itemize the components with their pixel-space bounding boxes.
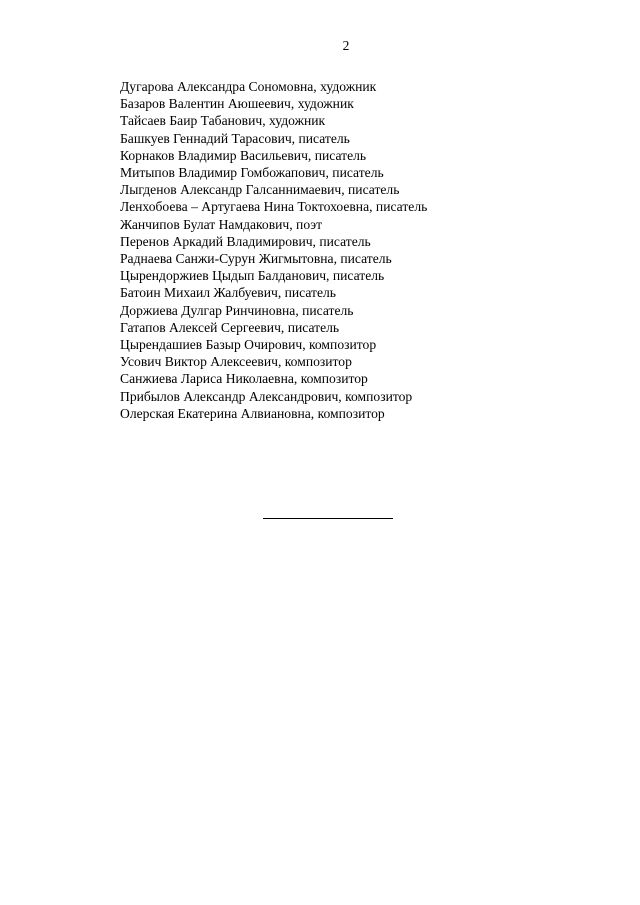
list-item: Жанчипов Булат Намдакович, поэт xyxy=(120,216,323,232)
list-item: Корнаков Владимир Васильевич, писатель xyxy=(120,147,367,163)
list-item: Доржиева Дулгар Ринчиновна, писатель xyxy=(120,302,354,318)
list-item: Санжиева Лариса Николаевна, композитор xyxy=(120,371,368,387)
list-item: Перенов Аркадий Владимирович, писатель xyxy=(120,233,371,249)
list-item: Батоин Михаил Жалбуевич, писатель xyxy=(120,285,337,301)
list-item: Раднаева Санжи-Сурун Жигмытовна, писатель xyxy=(120,251,392,267)
list-item: Тайсаев Баир Табанович, художник xyxy=(120,113,326,129)
list-item: Цырендоржиев Цыдып Балданович, писатель xyxy=(120,268,385,284)
list-item: Базаров Валентин Аюшеевич, художник xyxy=(120,96,354,112)
list-item: Цырендашиев Базыр Очирович, композитор xyxy=(120,337,377,353)
list-item: Лыгденов Александр Галсаннимаевич, писатель xyxy=(120,182,400,198)
list-item: Дугарова Александра Сономовна, художник xyxy=(120,79,377,94)
end-divider-line xyxy=(263,518,393,519)
list-item: Усович Виктор Алексеевич, композитор xyxy=(120,354,352,370)
list-item: Гатапов Алексей Сергеевич, писатель xyxy=(120,319,340,335)
list-item: Олерская Екатерина Алвиановна, композитор xyxy=(120,405,385,421)
page-number: 2 xyxy=(342,38,350,53)
list-item: Ленхобоева – Артугаева Нина Токтохоевна, писатель xyxy=(120,199,428,215)
names-list xyxy=(120,78,600,422)
list-item: Башкуев Геннадий Тарасович, писатель xyxy=(120,130,350,146)
list-item: Прибылов Александр Александрович, композитор xyxy=(120,388,413,404)
list-item: Митыпов Владимир Гомбожапович, писатель xyxy=(120,165,384,181)
